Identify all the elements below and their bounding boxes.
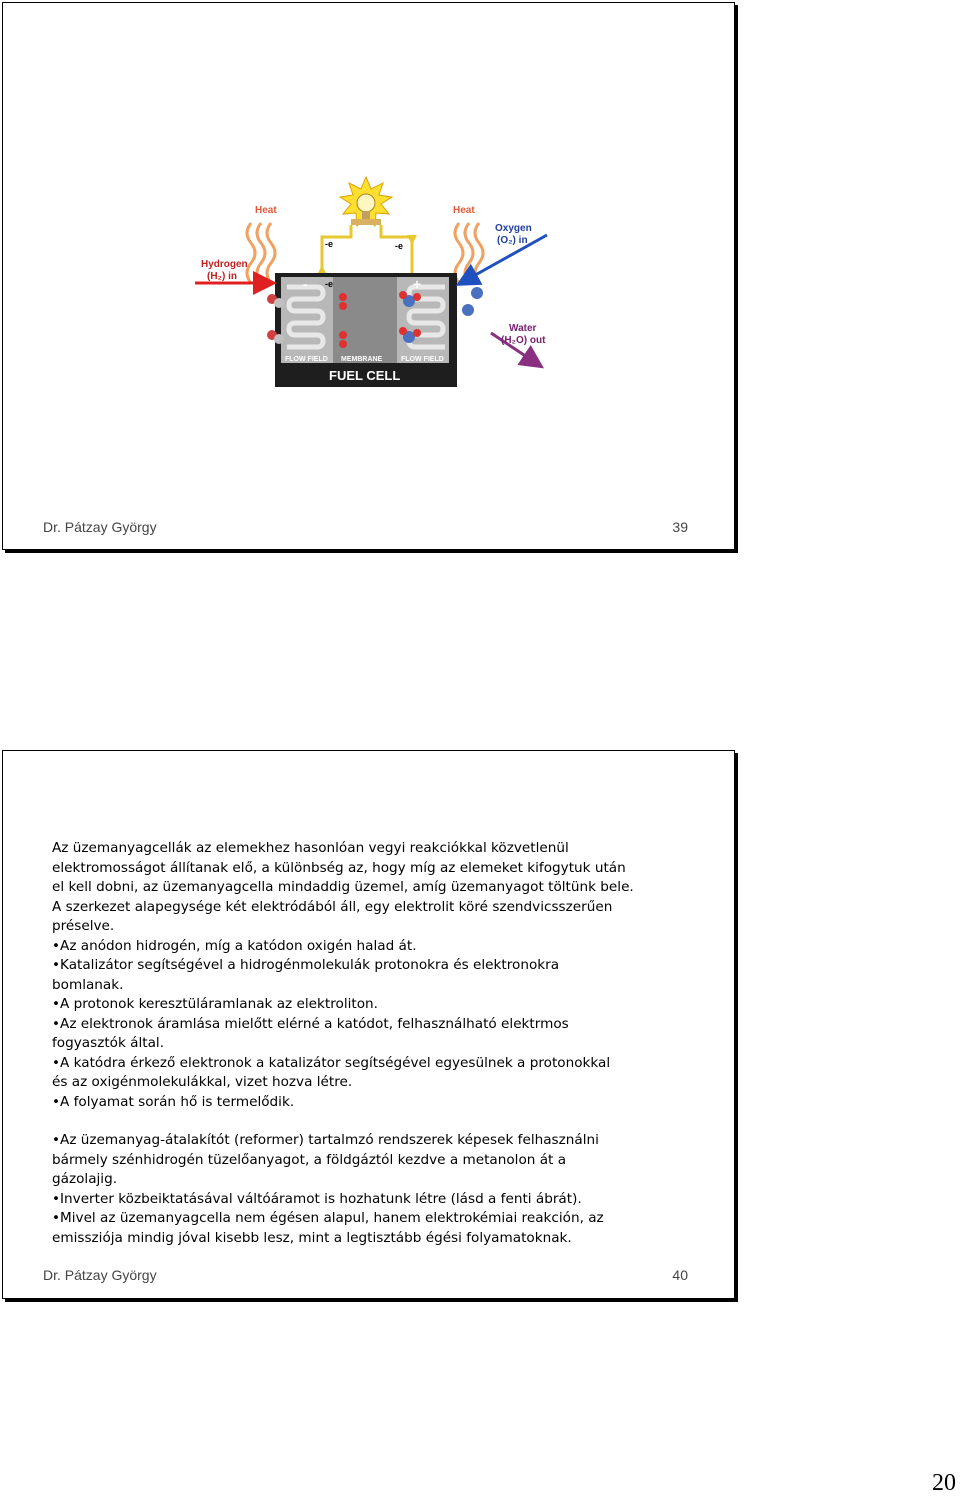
water-label-line2: (H₂O) out [501, 335, 546, 346]
text-line: elektromosságot állítanak elő, a különbség az, hogy míg az elemeket kifogytuk után [52, 859, 626, 876]
bullet-line: •Az üzemanyag-átalakítót (reformer) tartalmzó rendszerek képesek felhasználni [52, 1132, 599, 1148]
bullet-line: •A katódra érkező elektronok a katalizátor segítségével egyesülnek a protonokkal [52, 1054, 611, 1071]
text-line: emissziója mindig jóval kisebb lesz, mint a legtisztább égési folyamatoknak. [52, 1229, 572, 1246]
minus-sign-label: - [303, 276, 308, 292]
paragraph-gap [52, 1112, 692, 1131]
electron-left-label: -e [325, 239, 334, 249]
bullet-line: •Mivel az üzemanyagcella nem égésen alapul, hanem elektrokémiai reakción, az [52, 1210, 604, 1226]
oxygen-label-line1: Oxygen [495, 223, 532, 234]
slide-39 [2, 2, 735, 550]
fuel-cell-diagram [191, 175, 553, 389]
flow-field-left-label: FLOW FIELD [285, 356, 328, 363]
bullet-line: •Az elektronok áramlása mielőtt elérné a katódot, felhasználható elektrmos [52, 1015, 569, 1032]
text-line: préselve. [52, 918, 115, 934]
text-line: Az üzemanyagcellák az elemekhez hasonlóan vegyi reakciókkal közvetlenül [52, 840, 569, 856]
page-number: 20 [932, 1470, 956, 1496]
hydrogen-label-line2: (H₂) in [207, 271, 237, 282]
text-line: el kell dobni, az üzemanyagcella mindaddig üzemel, amíg üzemanyagot töltünk bele. [52, 879, 634, 895]
flow-field-right-label: FLOW FIELD [401, 356, 444, 363]
bullet-line: •A protonok keresztüláramlanak az elektroliton. [52, 996, 378, 1012]
electron-right-label: -e [395, 241, 404, 251]
text-line: gázolajig. [52, 1171, 118, 1187]
text-line: bármely szénhidrogén tüzelőanyagot, a földgáztól kezdve a metanolon át a [52, 1151, 567, 1168]
text-line: A szerkezet alapegysége két elektródából áll, egy elektrolit köré szendvicsszerűen [52, 898, 613, 915]
slide-39-footer-number: 39 [672, 519, 688, 535]
plus-sign-label: + [413, 276, 422, 292]
bullet-line: •Inverter közbeiktatásával váltóáramot is hozhatunk létre (lásd a fenti ábrát). [52, 1190, 582, 1207]
slide-40-footer-author: Dr. Pátzay György [43, 1267, 157, 1283]
bullet-line: •Az anódon hidrogén, míg a katódon oxigén halad át. [52, 937, 417, 954]
slide-39-footer-author: Dr. Pátzay György [43, 519, 157, 535]
oxygen-label-line2: (O₂) in [497, 235, 528, 246]
light-bulb-icon [340, 177, 392, 226]
slide-40-footer-number: 40 [672, 1267, 688, 1283]
heat-left-label: Heat [255, 205, 277, 216]
electron-inner-label: -e [325, 279, 334, 289]
slide-40-body-text [52, 839, 692, 1248]
water-label-line1: Water [509, 323, 537, 334]
heat-waves-left-icon [247, 223, 275, 283]
text-line: és az oxigénmolekulákkal, vizet hozva létre. [52, 1074, 353, 1090]
text-line: bomlanak. [52, 976, 124, 993]
fuel-cell-label: FUEL CELL [329, 368, 401, 383]
slide-40 [2, 750, 735, 1299]
hydrogen-label-line1: Hydrogen [201, 259, 248, 270]
bullet-line: •A folyamat során hő is termelődik. [52, 1093, 295, 1110]
text-line: fogyasztók által. [52, 1035, 165, 1051]
bullet-line: •Katalizátor segítségével a hidrogénmolekulák protonokra és elektronokra [52, 957, 560, 973]
membrane-label: MEMBRANE [341, 356, 383, 363]
heat-right-label: Heat [453, 205, 475, 216]
